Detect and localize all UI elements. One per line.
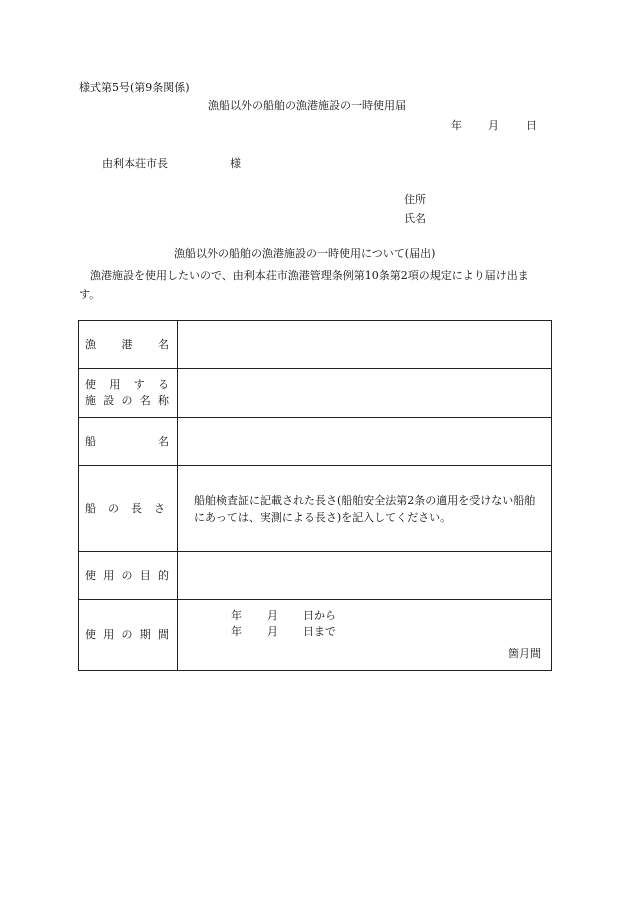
facility-name-label: 使 用 す る 施 設 の 名 称	[79, 369, 178, 418]
document-title: 漁船以外の船舶の漁港施設の一時使用届	[208, 99, 406, 112]
body-text: 漁港施設を使用したいので、由利本荘市漁港管理条例第10条第2項の規定により届け出ます。	[79, 269, 529, 301]
purpose-field[interactable]	[178, 552, 552, 600]
table-row-ship-name	[79, 418, 552, 466]
table-row-period	[79, 600, 552, 671]
purpose-label: 使 用 の 目 的	[79, 552, 178, 600]
addressee-honorific: 様	[230, 157, 241, 170]
period-label: 使 用 の 期 間	[79, 600, 178, 671]
table-row-port-name	[79, 321, 552, 369]
form-number: 様式第5号(第9条関係)	[79, 81, 190, 94]
table-row-ship-length	[79, 466, 552, 552]
subject-line: 漁船以外の船舶の漁港施設の一時使用について(届出)	[174, 247, 436, 260]
date-day-label: 日	[526, 119, 537, 132]
address-label: 住所	[404, 193, 426, 206]
port-name-label: 漁 港 名	[79, 321, 178, 369]
ship-length-field[interactable]	[178, 466, 552, 552]
facility-name-field[interactable]	[178, 369, 552, 418]
ship-length-note: 船舶検査証に記載された長さ(船舶安全法第2条の適用を受けない船舶にあっては、実測による長さ)を記入してください。	[194, 493, 536, 524]
addressee-name: 由利本荘市長	[102, 157, 168, 170]
ship-name-field[interactable]	[178, 418, 552, 466]
table-row-facility	[79, 369, 552, 418]
table-row-purpose	[79, 552, 552, 600]
period-to: 年 月 日まで	[231, 625, 336, 638]
period-field[interactable]	[178, 600, 552, 671]
date-month-label: 月	[488, 119, 499, 132]
port-name-field[interactable]	[178, 321, 552, 369]
months-label: 箇月間	[508, 647, 541, 660]
period-from: 年 月 日から	[231, 609, 336, 622]
date-year-label: 年	[451, 119, 462, 132]
name-label: 氏名	[404, 212, 426, 225]
ship-length-label: 船 の 長 さ	[79, 466, 178, 552]
application-table	[78, 320, 552, 671]
date-line	[451, 119, 537, 133]
ship-name-label: 船 名	[79, 418, 178, 466]
addressee	[102, 157, 241, 171]
